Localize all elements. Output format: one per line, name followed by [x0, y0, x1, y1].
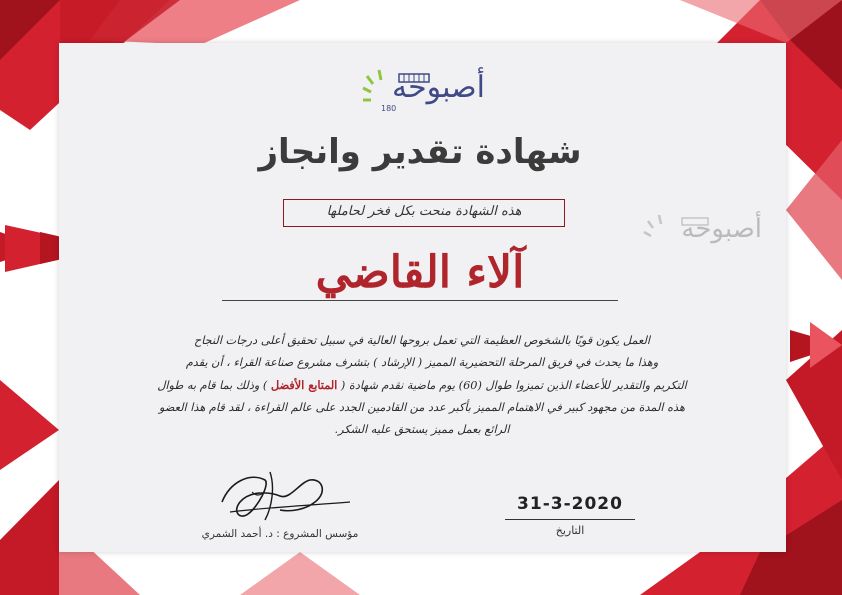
- award-title: المتابع الأفضل: [270, 378, 338, 392]
- watermark-logo: [636, 208, 766, 268]
- body-line-3: [100, 374, 744, 397]
- body-line-1: العمل يكون قويًا بالشخوص العظيمة التي تعمل بروحها العالية في سبيل تحقيق أعلى درجات النجاح: [193, 334, 651, 347]
- recipient-name: آلاء القاضي: [315, 247, 525, 298]
- subtitle-text: هذه الشهادة منحت بكل فخر لحاملها: [326, 204, 522, 219]
- signature-image: [210, 462, 360, 527]
- date-label: التاريخ: [555, 524, 585, 537]
- certificate-body: [100, 330, 744, 441]
- name-underline: [222, 300, 618, 301]
- logo: [355, 62, 485, 122]
- logo-number: 180: [381, 104, 397, 113]
- body-line-5: الرائع بعمل مميز يستحق عليه الشكر.: [334, 423, 510, 436]
- certificate-title: شهادة تقدير وانجاز: [258, 132, 582, 172]
- body-line-4: هذه المدة من مجهود كبير في الاهتمام المميز بأكبر عدد من القادمين الجدد على عالم القراءة ، لقد قام هذا العضو: [159, 401, 685, 414]
- body-line-3-before: التكريم والتقدير للأعضاء الذين تميزوا طوال (60) يوم ماضية نقدم شهادة (: [340, 379, 687, 392]
- date-underline: [505, 519, 635, 520]
- body-line-3-after: ) وذلك بما قام به طوال: [157, 379, 268, 392]
- watermark-text: أصبوحه: [681, 214, 762, 244]
- date-value: 31-3-2020: [517, 494, 623, 514]
- subtitle-box: [283, 199, 565, 227]
- body-line-2: وهذا ما يحدث في فريق المرحلة التحضيرية المميز ( الإرشاد ) بتشرف مشروع صناعة القراء ، أن يقدم: [185, 356, 659, 369]
- signature-label: مؤسس المشروع : د. أحمد الشمري: [201, 528, 359, 540]
- logo-text: أصبوحه: [392, 70, 485, 105]
